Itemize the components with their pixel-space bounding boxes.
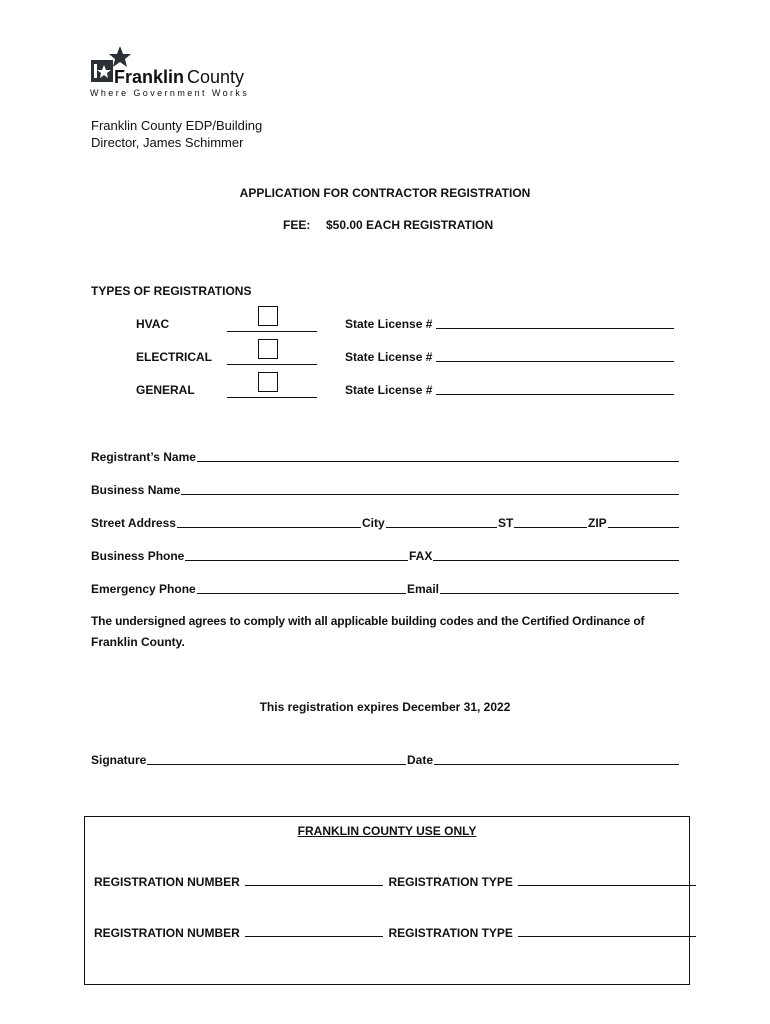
agreement-line-2: Franklin County. xyxy=(91,635,185,649)
registration-number-blank[interactable] xyxy=(245,885,383,886)
reg-type-general: GENERAL xyxy=(136,383,195,397)
registration-type-label: REGISTRATION TYPE xyxy=(388,926,513,940)
header-line-2: Director, James Schimmer xyxy=(91,135,244,150)
electrical-checkbox[interactable] xyxy=(258,339,278,359)
st-label: ST xyxy=(498,516,514,530)
electrical-state-license[interactable] xyxy=(345,350,675,364)
registration-number-blank[interactable] xyxy=(245,936,383,937)
business-name-field[interactable] xyxy=(91,483,680,497)
registration-type-blank[interactable] xyxy=(518,885,696,886)
city-field[interactable] xyxy=(362,516,498,530)
signature-field[interactable] xyxy=(91,753,407,767)
zip-field[interactable] xyxy=(588,516,680,530)
logo-name-bold: Franklin xyxy=(114,67,185,87)
general-checkbox[interactable] xyxy=(258,372,278,392)
fax-field[interactable] xyxy=(409,549,680,563)
county-use-row-1 xyxy=(94,875,696,889)
date-field[interactable] xyxy=(407,753,680,767)
hvac-checkbox[interactable] xyxy=(258,306,278,326)
agreement-line-1: The undersigned agrees to comply with all applicable building codes and the Certified Ordinance of xyxy=(91,614,645,628)
street-address-field[interactable] xyxy=(91,516,362,530)
state-license-label: State License # xyxy=(345,350,433,364)
registration-number-label: REGISTRATION NUMBER xyxy=(94,875,240,889)
emergency-phone-field[interactable] xyxy=(91,582,407,596)
registration-number-label: REGISTRATION NUMBER xyxy=(94,926,240,940)
reg-type-hvac: HVAC xyxy=(136,317,170,331)
emergency-phone-label: Emergency Phone xyxy=(91,582,196,596)
email-label: Email xyxy=(407,582,440,596)
registration-type-blank[interactable] xyxy=(518,936,696,937)
state-field[interactable] xyxy=(498,516,588,530)
email-field[interactable] xyxy=(407,582,680,596)
registrations-heading: TYPES OF REGISTRATIONS xyxy=(91,284,252,298)
registrant-name-label: Registrant’s Name xyxy=(91,450,196,464)
business-name-label: Business Name xyxy=(91,483,181,497)
general-state-license[interactable] xyxy=(345,383,675,397)
expiry-notice: This registration expires December 31, 2022 xyxy=(259,700,511,714)
signature-label: Signature xyxy=(91,753,147,767)
franklin-county-logo xyxy=(90,44,250,100)
form-title: APPLICATION FOR CONTRACTOR REGISTRATION xyxy=(239,186,531,200)
hvac-state-license[interactable] xyxy=(345,317,675,331)
reg-type-electrical: ELECTRICAL xyxy=(136,350,212,364)
fee-value: $50.00 EACH REGISTRATION xyxy=(326,218,494,232)
fee-label: FEE: xyxy=(283,218,311,232)
registration-type-label: REGISTRATION TYPE xyxy=(388,875,513,889)
city-label: City xyxy=(362,516,385,530)
county-use-only-box xyxy=(84,816,690,985)
fax-label: FAX xyxy=(409,549,433,563)
registrant-name-field[interactable] xyxy=(91,450,680,464)
zip-label: ZIP xyxy=(588,516,607,530)
county-use-row-2 xyxy=(94,926,696,940)
date-label: Date xyxy=(407,753,434,767)
state-license-label: State License # xyxy=(345,383,433,397)
electrical-underline xyxy=(227,364,317,365)
general-underline xyxy=(227,397,317,398)
county-use-title: FRANKLIN COUNTY USE ONLY xyxy=(297,824,477,838)
business-phone-label: Business Phone xyxy=(91,549,185,563)
logo-name-light: County xyxy=(187,67,245,87)
business-phone-field[interactable] xyxy=(91,549,409,563)
logo-tagline: Where Government Works xyxy=(90,88,250,98)
state-license-label: State License # xyxy=(345,317,433,331)
header-line-1: Franklin County EDP/Building xyxy=(91,118,263,133)
street-address-label: Street Address xyxy=(91,516,176,530)
hvac-underline xyxy=(227,331,317,332)
